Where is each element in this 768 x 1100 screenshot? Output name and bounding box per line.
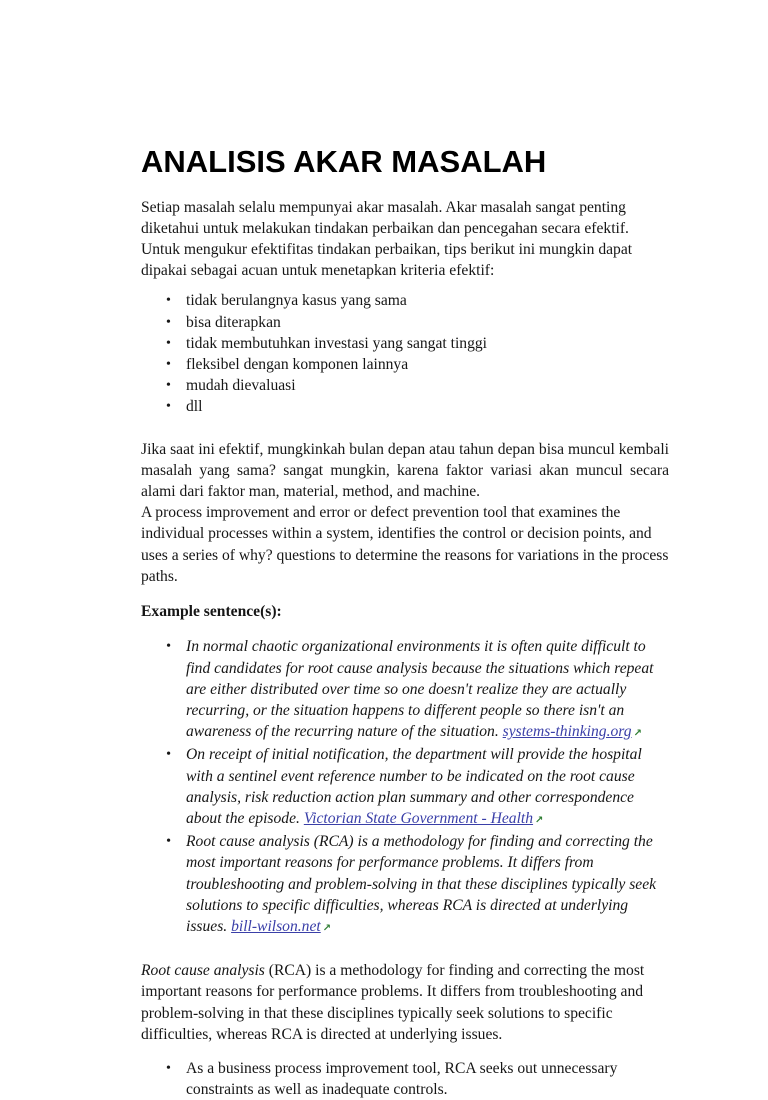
list-item: [141, 744, 669, 831]
list-item: • tidak berulangnya kasus yang sama: [141, 290, 669, 311]
external-link-victorian-gov[interactable]: Victorian State Government - Health: [303, 809, 534, 827]
bullet-icon: •: [166, 639, 171, 655]
bullet-icon: •: [166, 747, 171, 763]
example-text: On receipt of initial notification, the department will provide the hospital with a sentinel event reference number to be indicated on the root cause analysis, risk reduction action plan summary and other correspondence about the episode.: [186, 746, 642, 827]
bullet-icon: •: [166, 1060, 171, 1076]
examples-heading: Example sentence(s):: [141, 603, 282, 621]
bullet-icon: •: [166, 834, 171, 850]
criteria-list: [141, 290, 669, 417]
rca-list: [141, 1058, 669, 1100]
example-text: In normal chaotic organizational environments it is often quite difficult to find candidates for root cause analysis because the situations which repeat are either distributed over time so one doesn't realize they are actually recurring, or the situation happens to different people so there isn't an awareness of the recurring nature of the situation.: [186, 638, 654, 741]
rca-lead-italic: Root cause analysis: [141, 962, 265, 980]
list-item: [141, 831, 669, 939]
bullet-icon: •: [166, 293, 171, 309]
list-item: [141, 636, 669, 744]
list-item: • fleksibel dengan komponen lainnya: [141, 354, 669, 375]
external-link-icon: ↗: [633, 728, 642, 740]
bullet-icon: •: [166, 357, 171, 373]
list-item: • bisa diterapkan: [141, 312, 669, 333]
intro-paragraph: Setiap masalah selalu mempunyai akar masalah. Akar masalah sangat penting diketahui untuk melakukan tindakan perbaikan dan pencegahan secara efektif. Untuk mengukur efektifitas tindakan perbaikan, tips berikut ini mungkin dapat dipakai sebagai acuan untuk menetapkan kriteria efektif:: [141, 198, 633, 280]
external-link-icon: ↗: [322, 922, 332, 934]
bullet-icon: •: [166, 335, 171, 351]
external-link-bill-wilson[interactable]: bill-wilson.net: [231, 917, 321, 935]
bullet-icon: •: [166, 399, 171, 415]
list-item: • dll: [141, 396, 669, 417]
rca-rest: (RCA) is a methodology for finding and correcting the most important reasons for performance problems. It differs from troubleshooting and problem-solving in that these disciplines typically seek solutions to specific difficulties, whereas RCA is directed at underlying issues.: [141, 962, 645, 1043]
external-link-icon: ↗: [535, 814, 544, 826]
bullet-icon: •: [166, 378, 171, 394]
list-item: • mudah dievaluasi: [141, 375, 669, 396]
rca-definition-paragraph: [141, 960, 669, 1045]
discussion-paragraph-plain: A process improvement and error or defect prevention tool that examines the individual processes within a system, identifies the control or decision points, and uses a series of why? questions to determine the reasons for variations in the process paths.: [141, 504, 669, 585]
page-title: ANALISIS AKAR MASALAH: [141, 144, 547, 179]
example-text: Root cause analysis (RCA) is a methodology for finding and correcting the most important reasons for performance problems. It differs from troubleshooting and problem-solving in that these disciplines typically seek solutions to specific difficulties, whereas RCA is directed at underlying issues.: [186, 833, 657, 935]
discussion-paragraph-justified: Jika saat ini efektif, mungkinkah bulan depan atau tahun depan bisa muncul kembali masalah yang sama? sangat mungkin, karena faktor variasi akan muncul secara alami dari faktor man, material, method, and machine.: [141, 440, 669, 501]
bullet-icon: •: [166, 314, 171, 330]
list-item: • As a business process improvement tool, RCA seeks out unnecessary constraints as well as inadequate controls.: [141, 1058, 669, 1100]
list-item: • tidak membutuhkan investasi yang sangat tinggi: [141, 333, 669, 354]
example-sentences-list: [141, 636, 669, 939]
external-link-systems-thinking[interactable]: systems-thinking.org: [502, 723, 632, 741]
